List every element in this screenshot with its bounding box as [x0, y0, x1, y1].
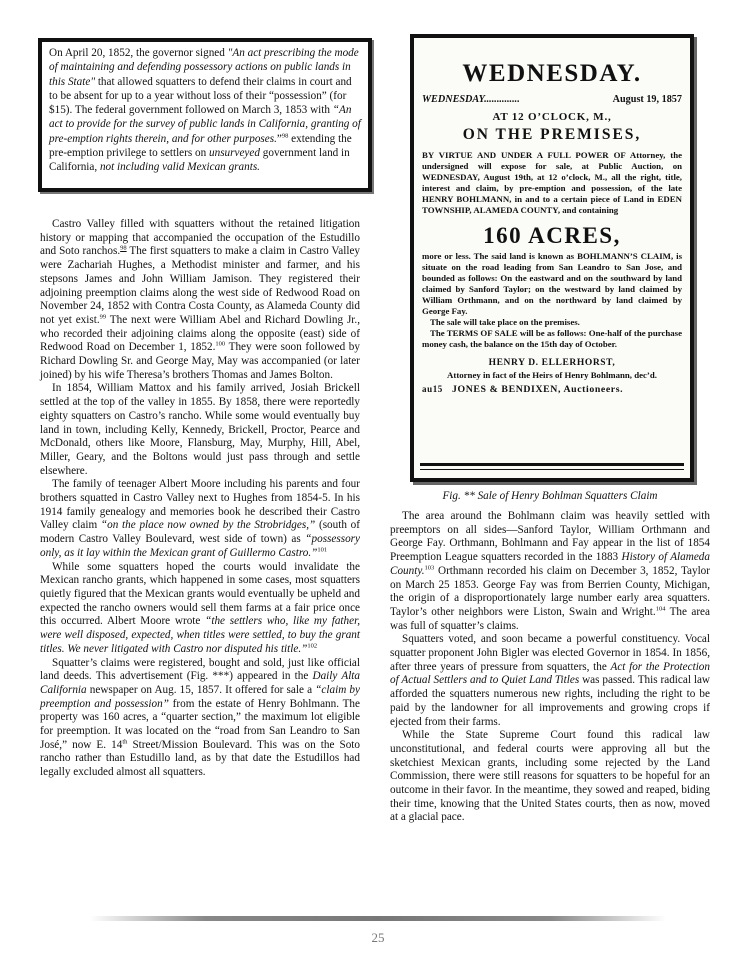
page-number: 25 [371, 930, 385, 945]
footnote-ref: 98 [120, 244, 127, 252]
paragraph [40, 478, 360, 560]
quote: “possessory only, as it lay within the Mexican grant of Guillermo Castro.” [40, 533, 360, 559]
left-column [40, 218, 360, 780]
quote: “on the place now owned by the Strobridges,” [100, 519, 316, 532]
callout-quote-close: ” [276, 132, 282, 145]
paragraph: In 1854, William Mattox and his family arrived, Josiah Brickell settled at the top of the valley in 1855. By 1858, there were reportedly eighty squatters on Castro’s rancho. While some would eventually buy land in town, including Kelly, Kennedy, Brickell, Proctor, Pearce and McDonald, others like Moore, Flansburg, May, Murphy, Hill, Abel, Miller, Geary, and the Boltons would just pass through and settle elsewhere. [40, 382, 360, 477]
paragraph: While the State Supreme Court found this radical law unconstitutional, and federal courts were approving all but the sketchiest Mexican grants, including some rejected by the Land Commission, there were still reasons for squatters to be hopeful for an outcome in their favor. In the meantime, they sowed and reaped, biding their time, knowing that the United States courts, then as now, moved at a glacial pace. [390, 729, 710, 824]
callout-act-1852: "An act prescribing the mode of maintaining and defending possessory actions on public lands in this State" [49, 47, 359, 88]
text-run: Castro Valley filled with squatters without the retained litigation history or mapping that accompanied the occupation of the Estudillo and Soto ranchos. [40, 218, 360, 258]
callout-text-1: On April 20, 1852, the governor signed [49, 47, 228, 59]
ad-footer [422, 384, 682, 395]
ad-acres: 160 ACRES, [483, 222, 621, 248]
callout-unsurveyed: unsurveyed [209, 147, 260, 160]
ad-code: au15 [422, 384, 443, 395]
quote: “the settlers who, like my father, were well disposed, expected, when titles were settled, to buy the grant titles. We never litigated with Castro nor disputed his title.” [40, 615, 360, 655]
ad-body-1: BY VIRTUE AND UNDER A FULL POWER OF Attorney, the undersigned will expose for sale, at Public Auction, on WEDNESDAY, August 19th, at 12 o’clock, M., all the right, title, interest and claim, by pre-emption and possession, of the late HENRY BOHLMANN, in and to a certain piece of Land in EDEN TOWNSHIP, ALAMEDA COUNTY, and containing [422, 150, 682, 216]
ad-day: WEDNESDAY.............. [422, 94, 520, 105]
right-column [390, 510, 710, 825]
ad-rule-thin [420, 469, 684, 470]
footnote-ref: 101 [317, 546, 328, 554]
text-run: was passed. This radical law afforded the squatters numerous new rights, including the right to be paid by the landowner for all improvements and growing crops if ejected from their farms. [390, 674, 710, 728]
ad-signer: HENRY D. ELLERHORST, [488, 358, 616, 369]
paragraph [390, 633, 710, 729]
callout-text-3: that allowed squatters to defend their claims in court and to be absent for up to a year without loss of their “possession” (for $15). The federal government followed on March 3, 1853 with [49, 75, 352, 117]
text-run: They were soon followed by Richard Dowling Sr. and George May, May was accompanied (or later joined) by his wife Theresa’s brothers Thomas and James Bolton. [40, 341, 360, 381]
text-run: Squatters voted, and soon became a powerful constituency. Vocal squatter proponent John Bigler was elected Governor in 1854. In 1856, after three years of pressure from squatters, the [390, 633, 710, 673]
footnote-ref: 102 [307, 642, 318, 650]
text-run: (south of modern Castro Valley Boulevard, west side of town) as [40, 519, 360, 546]
footnote-ref: 99 [99, 313, 107, 321]
footnote-ref: 100 [215, 340, 226, 348]
ad-signer-title: Attorney in fact of the Heirs of Henry Bohlmann, dec’d. [447, 370, 657, 381]
callout-text-6: extending the pre-emption privilege to settlers on [49, 132, 352, 160]
ad-body-4: The TERMS OF SALE will be as follows: One-half of the purchase money cash, the balance on the 15th day of October. [422, 328, 682, 350]
newspaper-title: Daily Alta California [40, 670, 360, 696]
text-run: Street/Mission Boulevard. This was on the Soto rancho rather than Estudillo land, as by that date the Estudillos had legally excluded almost all squatters. [40, 738, 360, 779]
ordinal-suffix: th [122, 737, 128, 745]
paragraph [390, 510, 710, 633]
text-run: Orthmann recorded his claim on December 3, 1852, Taylor on March 25 1853. George Fay was from Berrien County, Michigan, the origin of a disproportionately large number early area squatters. Taylor’s other neighbors were Liston, Swain and Wright. [390, 564, 710, 618]
text-run: The first squatters to make a claim in Castro Valley were Zachariah Hughes, a Methodist minister and farmer, and his stepsons James and John William Jamison. They registered their adjoining preemption claims along the west side of Redwood Road on November 24, 1852 with Contra Costa County, as Alameda County did not yet exist. [40, 245, 361, 326]
text-run: The area was full of squatter’s claims. [390, 605, 710, 632]
paragraph [40, 657, 360, 780]
ad-body [422, 251, 682, 351]
ad-dateline [422, 94, 682, 105]
text-run: The area around the Bohlmann claim was heavily settled with preemptors on all sides—Sanford Taylor, William Orthmann and George Fay. Orthmann, Bohlmann and Fay appear in the list of 1854 Preemption League squatters recorded in the 1883 [390, 510, 710, 564]
callout-text [49, 46, 361, 175]
figure-caption: Fig. ** Sale of Henry Bohlman Squatters Claim [442, 490, 658, 502]
ad-headline: WEDNESDAY. [462, 60, 642, 87]
text-run: newspaper on Aug. 15, 1857. It offered for sale a [86, 683, 316, 696]
ad-date: August 19, 1857 [612, 94, 682, 105]
footnote-ref: 104 [655, 605, 666, 613]
callout-act-1853: “An act to provide for the survey of public lands in California, granting of pre-emption rights therein, and for other purposes. [49, 104, 361, 145]
footnote-ref: 103 [424, 564, 435, 572]
ad-premises: ON THE PREMISES, [462, 126, 642, 143]
callout-text-8: government land in California, [49, 147, 350, 174]
callout-mexican-grants: not including valid Mexican grants. [99, 161, 260, 174]
quote: “claim by preemption and possession” [40, 683, 360, 710]
act-title: Act for the Protection of Actual Settlers and to Quiet Land Titles [390, 660, 710, 687]
footnote-ref: 98 [281, 132, 289, 140]
ad-rule [420, 463, 684, 466]
text-run: from the estate of Henry Bohlmann. The property was 160 acres, a “quarter section,” the maximum lot eligible for preemption. It was located on the “road from San Leandro to San José,” now E. 14 [40, 697, 360, 751]
footer-divider [90, 916, 666, 921]
text-run: The next were William Abel and Richard Dowling Jr., who recorded their adjoining claims along the opposite (east) side of Redwood Road on December 1, 1852. [40, 313, 361, 354]
text-run: Squatter’s claims were registered, bought and sold, just like official land deeds. This advertisement (Fig. ***) appeared in the [40, 656, 360, 683]
book-title: History of Alameda County. [390, 551, 710, 577]
paragraph [40, 218, 360, 382]
text-run: While some squatters hoped the courts would invalidate the Mexican rancho grants, which happened in some cases, most squatters quietly figured that the Mexican grants would eventually be upheld and expected the rancho owners would sell them farms at a fair price once this occurred. Albert Moore wrote [40, 560, 360, 628]
legislation-callout-box [38, 38, 372, 192]
ad-body-2: more or less. The said land is known as BOHLMANN’S CLAIM, is situate on the road leading from San Leandro to San Jose, and bounded as follows: On the eastward and on the southward by land claimed by Sanford Taylor; on the westward by land claimed by William Orthmann, and on the northward by land claimed by George Fay. [422, 250, 682, 317]
ad-auctioneers: JONES & BENDIXEN, Auctioneers. [452, 384, 624, 396]
newspaper-advertisement-image [410, 34, 694, 482]
paragraph [40, 561, 360, 657]
text-run: The family of teenager Albert Moore including his parents and four brothers squatted in Castro Valley next to Hughes from 1854-5. In his 1914 family genealogy and memories book he described their Castro Valley claim [40, 478, 360, 532]
ad-body-3: The sale will take place on the premises. [430, 317, 580, 328]
ad-time: AT 12 O’CLOCK, M., [492, 111, 612, 123]
